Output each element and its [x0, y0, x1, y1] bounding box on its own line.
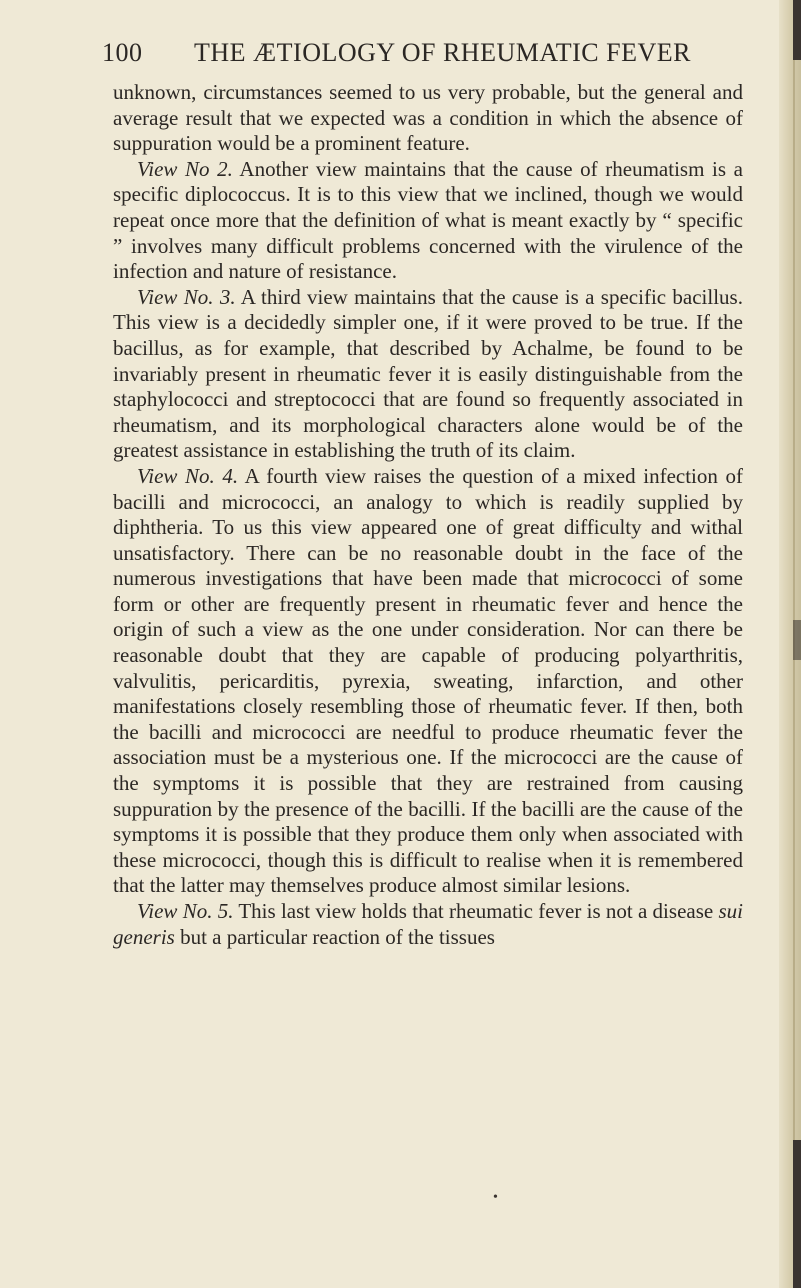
paragraph-view-5 — [113, 899, 743, 950]
body-text — [113, 80, 743, 950]
paragraph-view-3 — [113, 285, 743, 464]
running-title: THE ÆTIOLOGY OF RHEUMATIC FEVER — [194, 38, 691, 67]
paragraph-text: Another view maintains that the cause of rheumatism is a specific diplococcus. It is to this view that we inclined, though we would repeat once more that the definition of what is meant exactly by “ specific ” involves many difficult problems concerned with the virulence of the infection and nature of resistance. — [113, 156, 743, 284]
running-head — [102, 38, 702, 74]
page-edge-dark-mid — [793, 620, 801, 660]
page-number: 100 — [102, 38, 143, 67]
paragraph-view-2 — [113, 157, 743, 285]
paragraph-text-after: but a particular reaction of the tissues — [174, 924, 495, 949]
ink-speck: • — [493, 1190, 498, 1205]
page-edge-dark-top — [793, 0, 801, 60]
paragraph-text: This last view holds that rheumatic fever is not a disease — [233, 899, 719, 923]
emphasis-term: sui generis — [113, 899, 743, 949]
view-label: View No. 5. — [137, 899, 234, 923]
paragraph-text: unknown, circumstances seemed to us very probable, but the general and average result that we expected was a condition in which the absence of suppuration would be a prominent feature. — [113, 80, 743, 156]
paragraph-view-4 — [113, 464, 743, 899]
paragraph-text: A fourth view raises the question of a mixed infection of bacilli and micrococci, an analogy to which is readily supplied by diphtheria. To us this view appeared one of great difficulty and withal unsatisfactory. There can be no reasonable doubt in the face of the numerous investigations that have been made that micrococci of some form or other are frequently present in rheumatic fever and hence the origin of such a view as the one under consideration. Nor can there be reasonable doubt that they are capable of producing polyarthritis, valvulitis, pericarditis, pyrexia, sweating, infarction, and other manifestations closely resembling those of rheumatic fever. If then, both the bacilli and micrococci are needful to produce rheumatic fever the association must be a mysterious one. If the micrococci are the cause of the symptoms it is possible that they are restrained from causing suppuration by the presence of the bacilli. If the bacilli are the cause of the symptoms it is possible that they produce them only when associated with these micrococci, though this is difficult to realise when it is remembered that the latter may themselves produce almost similar lesions. — [113, 463, 743, 898]
paragraph-continuation — [113, 80, 743, 157]
paragraph-text: A third view maintains that the cause is a specific bacillus. This view is a decidedly simpler one, if it were proved to be true. If the bacillus, as for example, that described by Achalme, be found to be invariably present in rheumatic fever it is easily distinguishable from the staphylococci and streptococci that are found so frequently associated in rheumatism, and its morphological characters alone would be of the greatest assistance in establishing the truth of its claim. — [113, 284, 743, 463]
view-label: View No. 4. — [137, 463, 239, 488]
page-edge-dark-bottom — [793, 1140, 801, 1288]
view-label: View No 2. — [137, 156, 233, 181]
view-label: View No. 3. — [137, 284, 236, 309]
